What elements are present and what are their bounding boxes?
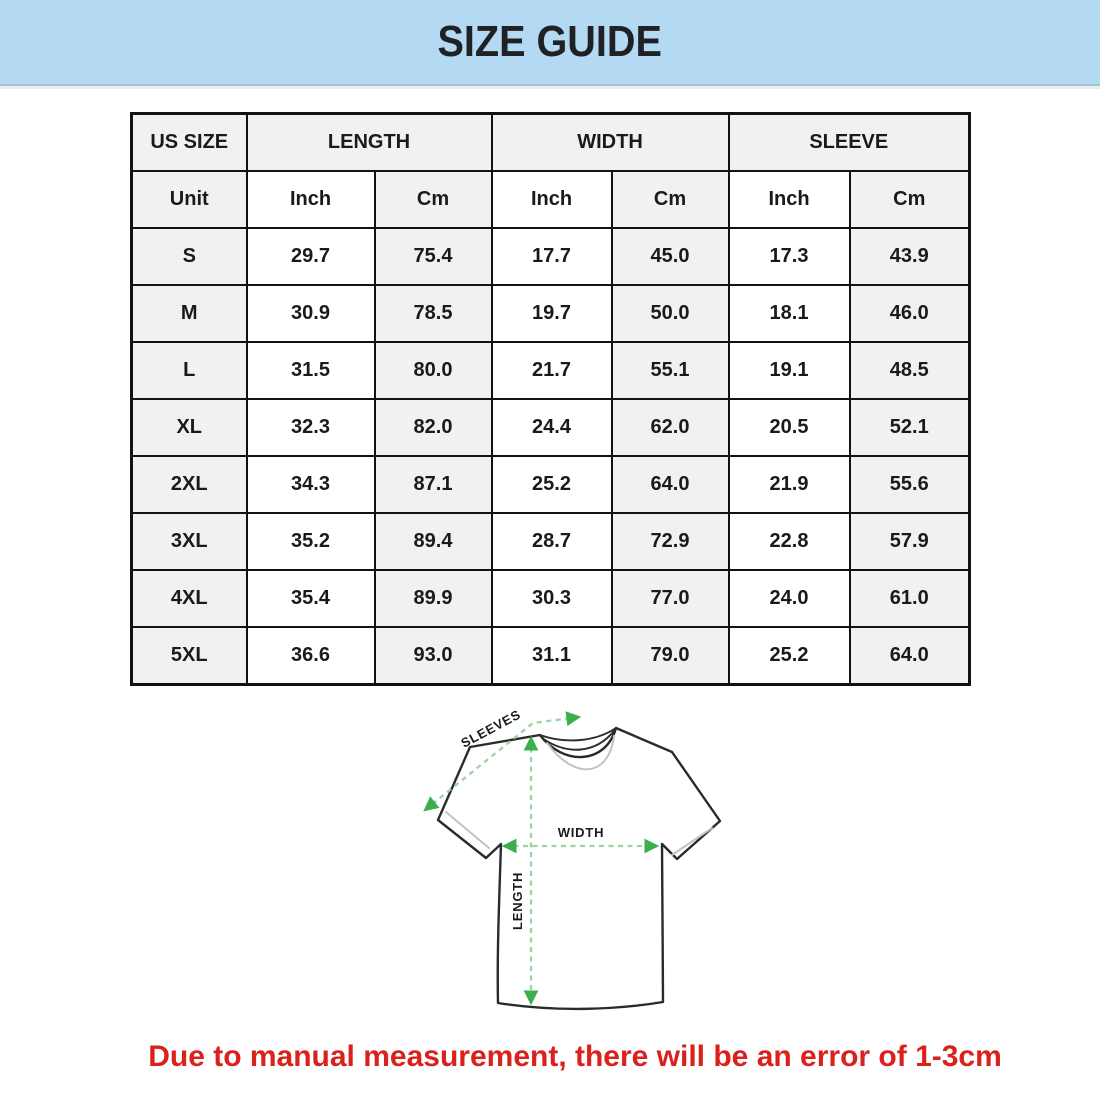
value-cell: 21.7 bbox=[492, 342, 612, 399]
value-cell: 55.6 bbox=[850, 456, 970, 513]
size-cell: M bbox=[132, 285, 247, 342]
value-cell: 82.0 bbox=[375, 399, 492, 456]
table-row bbox=[132, 456, 970, 513]
width-label: WIDTH bbox=[557, 825, 605, 840]
unit-header-cell: Cm bbox=[850, 171, 970, 228]
unit-header-cell: Cm bbox=[375, 171, 492, 228]
value-cell: 29.7 bbox=[247, 228, 375, 285]
tshirt-diagram bbox=[400, 690, 800, 1030]
collar-top-line bbox=[540, 728, 616, 740]
sleeves-label: SLEEVES bbox=[458, 706, 524, 751]
value-cell: 19.7 bbox=[492, 285, 612, 342]
value-cell: 64.0 bbox=[850, 627, 970, 685]
length-label: LENGTH bbox=[510, 871, 525, 930]
unit-header-cell: Cm bbox=[612, 171, 729, 228]
value-cell: 64.0 bbox=[612, 456, 729, 513]
table-row bbox=[132, 228, 970, 285]
value-cell: 43.9 bbox=[850, 228, 970, 285]
value-cell: 50.0 bbox=[612, 285, 729, 342]
value-cell: 31.1 bbox=[492, 627, 612, 685]
value-cell: 55.1 bbox=[612, 342, 729, 399]
value-cell: 24.4 bbox=[492, 399, 612, 456]
value-cell: 48.5 bbox=[850, 342, 970, 399]
table-row bbox=[132, 513, 970, 570]
page-title: SIZE GUIDE bbox=[437, 17, 663, 66]
value-cell: 80.0 bbox=[375, 342, 492, 399]
header-banner bbox=[0, 0, 1100, 86]
size-cell: L bbox=[132, 342, 247, 399]
measurement-note: Due to manual measurement, there will be an error of 1-3cm bbox=[148, 1040, 1002, 1073]
value-cell: 25.2 bbox=[492, 456, 612, 513]
value-cell: 89.9 bbox=[375, 570, 492, 627]
value-cell: 62.0 bbox=[612, 399, 729, 456]
value-cell: 52.1 bbox=[850, 399, 970, 456]
value-cell: 17.7 bbox=[492, 228, 612, 285]
value-cell: 28.7 bbox=[492, 513, 612, 570]
unit-header-row bbox=[132, 171, 970, 228]
group-header-us-size: US SIZE bbox=[132, 114, 247, 172]
value-cell: 19.1 bbox=[729, 342, 850, 399]
unit-header-cell: Inch bbox=[247, 171, 375, 228]
value-cell: 24.0 bbox=[729, 570, 850, 627]
value-cell: 75.4 bbox=[375, 228, 492, 285]
value-cell: 87.1 bbox=[375, 456, 492, 513]
table-row bbox=[132, 285, 970, 342]
unit-header-cell: Unit bbox=[132, 171, 247, 228]
table-row bbox=[132, 342, 970, 399]
group-header-width: WIDTH bbox=[492, 114, 729, 172]
value-cell: 78.5 bbox=[375, 285, 492, 342]
value-cell: 17.3 bbox=[729, 228, 850, 285]
size-cell: XL bbox=[132, 399, 247, 456]
value-cell: 32.3 bbox=[247, 399, 375, 456]
right-cuff-seam bbox=[672, 828, 712, 855]
value-cell: 46.0 bbox=[850, 285, 970, 342]
value-cell: 35.2 bbox=[247, 513, 375, 570]
value-cell: 77.0 bbox=[612, 570, 729, 627]
value-cell: 57.9 bbox=[850, 513, 970, 570]
group-header-sleeve: SLEEVE bbox=[729, 114, 970, 172]
value-cell: 34.3 bbox=[247, 456, 375, 513]
group-header-length: LENGTH bbox=[247, 114, 492, 172]
value-cell: 30.3 bbox=[492, 570, 612, 627]
size-cell: 2XL bbox=[132, 456, 247, 513]
value-cell: 36.6 bbox=[247, 627, 375, 685]
value-cell: 45.0 bbox=[612, 228, 729, 285]
size-cell: S bbox=[132, 228, 247, 285]
value-cell: 25.2 bbox=[729, 627, 850, 685]
value-cell: 20.5 bbox=[729, 399, 850, 456]
size-cell: 4XL bbox=[132, 570, 247, 627]
unit-header-cell: Inch bbox=[492, 171, 612, 228]
value-cell: 93.0 bbox=[375, 627, 492, 685]
value-cell: 35.4 bbox=[247, 570, 375, 627]
value-cell: 30.9 bbox=[247, 285, 375, 342]
table-row bbox=[132, 570, 970, 627]
unit-header-cell: Inch bbox=[729, 171, 850, 228]
value-cell: 79.0 bbox=[612, 627, 729, 685]
size-cell: 5XL bbox=[132, 627, 247, 685]
value-cell: 61.0 bbox=[850, 570, 970, 627]
value-cell: 89.4 bbox=[375, 513, 492, 570]
value-cell: 72.9 bbox=[612, 513, 729, 570]
tshirt-outline bbox=[438, 728, 720, 1009]
size-table bbox=[130, 112, 971, 686]
value-cell: 31.5 bbox=[247, 342, 375, 399]
group-header-row bbox=[132, 114, 970, 172]
table-row bbox=[132, 399, 970, 456]
size-cell: 3XL bbox=[132, 513, 247, 570]
value-cell: 21.9 bbox=[729, 456, 850, 513]
value-cell: 22.8 bbox=[729, 513, 850, 570]
table-row bbox=[132, 627, 970, 685]
value-cell: 18.1 bbox=[729, 285, 850, 342]
